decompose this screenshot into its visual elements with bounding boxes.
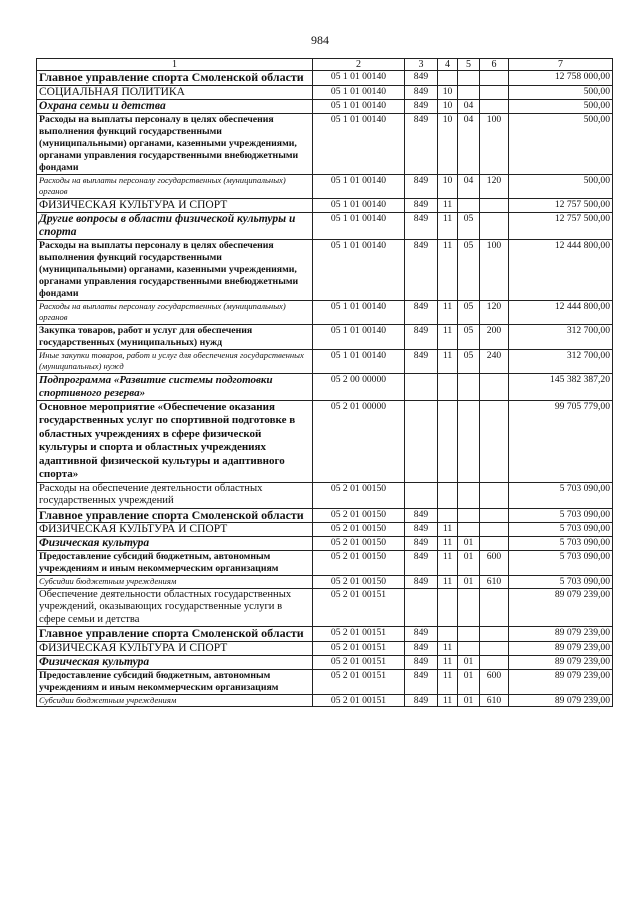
- row-rz-cell: 10: [438, 174, 458, 198]
- row-vr-cell: [480, 641, 509, 655]
- row-pr-cell: [458, 523, 480, 537]
- row-vr-cell: 600: [480, 669, 509, 694]
- row-code-cell: 05 2 01 00151: [313, 588, 405, 627]
- row-amount-cell: 12 444 800,00: [509, 239, 613, 300]
- row-name-cell: Закупка товаров, работ и услуг для обеспечения государственных (муниципальных) нужд: [37, 324, 313, 349]
- row-amount-cell: 5 703 090,00: [509, 482, 613, 508]
- row-amount-cell: 500,00: [509, 174, 613, 198]
- row-vr-cell: [480, 523, 509, 537]
- row-vr-cell: [480, 508, 509, 523]
- row-vr-cell: [480, 198, 509, 212]
- row-rz-cell: 11: [438, 324, 458, 349]
- row-gr-cell: 849: [405, 627, 438, 642]
- table-header-row: [37, 59, 613, 71]
- row-name-cell: Обеспечение деятельности областных государственных учреждений, оказывающих государственные услуги в сфере семьи и детства: [37, 588, 313, 627]
- row-rz-cell: 11: [438, 523, 458, 537]
- row-vr-cell: [480, 588, 509, 627]
- row-code-cell: 05 2 01 00150: [313, 523, 405, 537]
- row-code-cell: 05 1 01 00140: [313, 99, 405, 113]
- table-row: [37, 669, 613, 694]
- row-vr-cell: [480, 537, 509, 551]
- row-pr-cell: [458, 85, 480, 99]
- row-code-cell: 05 2 01 00150: [313, 551, 405, 576]
- row-code-cell: 05 2 01 00151: [313, 627, 405, 642]
- row-code-cell: 05 1 01 00140: [313, 239, 405, 300]
- row-rz-cell: [438, 482, 458, 508]
- row-vr-cell: 610: [480, 576, 509, 589]
- table-row: [37, 537, 613, 551]
- row-name-cell: Подпрограмма «Развитие системы подготовки спортивного резерва»: [37, 373, 313, 400]
- row-pr-cell: 01: [458, 694, 480, 707]
- row-code-cell: 05 2 01 00000: [313, 400, 405, 482]
- row-pr-cell: 01: [458, 576, 480, 589]
- column-header-vr: 6: [480, 59, 509, 71]
- row-code-cell: 05 2 01 00150: [313, 508, 405, 523]
- row-pr-cell: 05: [458, 324, 480, 349]
- row-pr-cell: 04: [458, 174, 480, 198]
- row-amount-cell: 12 758 000,00: [509, 71, 613, 86]
- row-rz-cell: [438, 373, 458, 400]
- row-vr-cell: 120: [480, 300, 509, 324]
- row-name-cell: Физическая культура: [37, 537, 313, 551]
- row-pr-cell: 01: [458, 669, 480, 694]
- row-name-cell: Другие вопросы в области физической культуры и спорта: [37, 212, 313, 239]
- row-pr-cell: [458, 400, 480, 482]
- row-vr-cell: 120: [480, 174, 509, 198]
- row-rz-cell: 11: [438, 641, 458, 655]
- row-gr-cell: [405, 588, 438, 627]
- row-name-cell: ФИЗИЧЕСКАЯ КУЛЬТУРА И СПОРТ: [37, 641, 313, 655]
- table-row: [37, 85, 613, 99]
- row-vr-cell: 100: [480, 113, 509, 174]
- row-gr-cell: 849: [405, 174, 438, 198]
- table-row: [37, 523, 613, 537]
- row-code-cell: 05 1 01 00140: [313, 85, 405, 99]
- row-amount-cell: 5 703 090,00: [509, 551, 613, 576]
- row-rz-cell: 10: [438, 99, 458, 113]
- row-rz-cell: [438, 400, 458, 482]
- row-vr-cell: [480, 85, 509, 99]
- row-amount-cell: 89 079 239,00: [509, 627, 613, 642]
- row-name-cell: Расходы на выплаты персоналу государственных (муниципальных) органов: [37, 174, 313, 198]
- row-gr-cell: 849: [405, 85, 438, 99]
- row-pr-cell: [458, 71, 480, 86]
- row-gr-cell: 849: [405, 113, 438, 174]
- row-pr-cell: 01: [458, 551, 480, 576]
- row-code-cell: 05 1 01 00140: [313, 71, 405, 86]
- table-row: [37, 694, 613, 707]
- row-amount-cell: 89 079 239,00: [509, 669, 613, 694]
- row-vr-cell: [480, 400, 509, 482]
- row-amount-cell: 89 079 239,00: [509, 694, 613, 707]
- row-name-cell: ФИЗИЧЕСКАЯ КУЛЬТУРА И СПОРТ: [37, 198, 313, 212]
- column-header-pr: 5: [458, 59, 480, 71]
- row-rz-cell: 11: [438, 300, 458, 324]
- row-gr-cell: 849: [405, 198, 438, 212]
- row-amount-cell: 12 757 500,00: [509, 198, 613, 212]
- row-amount-cell: 312 700,00: [509, 324, 613, 349]
- row-pr-cell: [458, 588, 480, 627]
- row-gr-cell: 849: [405, 99, 438, 113]
- table-row: [37, 349, 613, 373]
- column-header-code: 2: [313, 59, 405, 71]
- row-amount-cell: 89 079 239,00: [509, 655, 613, 669]
- row-name-cell: Предоставление субсидий бюджетным, автономным учреждениям и иным некоммерческим организациям: [37, 551, 313, 576]
- row-rz-cell: 11: [438, 669, 458, 694]
- table-row: [37, 576, 613, 589]
- row-gr-cell: 849: [405, 508, 438, 523]
- table-row: [37, 551, 613, 576]
- row-pr-cell: 05: [458, 349, 480, 373]
- row-amount-cell: 312 700,00: [509, 349, 613, 373]
- table-row: [37, 113, 613, 174]
- row-vr-cell: [480, 99, 509, 113]
- budget-table: [36, 58, 613, 707]
- row-amount-cell: 12 444 800,00: [509, 300, 613, 324]
- row-code-cell: 05 1 01 00140: [313, 324, 405, 349]
- table-row: [37, 588, 613, 627]
- row-code-cell: 05 2 01 00150: [313, 537, 405, 551]
- table-row: [37, 482, 613, 508]
- table-row: [37, 300, 613, 324]
- row-name-cell: Главное управление спорта Смоленской области: [37, 508, 313, 523]
- row-name-cell: Физическая культура: [37, 655, 313, 669]
- table-row: [37, 71, 613, 86]
- row-gr-cell: 849: [405, 576, 438, 589]
- row-code-cell: 05 1 01 00140: [313, 349, 405, 373]
- row-code-cell: 05 2 01 00150: [313, 576, 405, 589]
- row-code-cell: 05 2 01 00151: [313, 641, 405, 655]
- row-gr-cell: [405, 373, 438, 400]
- row-gr-cell: 849: [405, 551, 438, 576]
- row-gr-cell: 849: [405, 655, 438, 669]
- row-gr-cell: 849: [405, 694, 438, 707]
- row-amount-cell: 5 703 090,00: [509, 523, 613, 537]
- row-vr-cell: [480, 655, 509, 669]
- row-gr-cell: 849: [405, 349, 438, 373]
- row-gr-cell: [405, 482, 438, 508]
- row-pr-cell: 01: [458, 537, 480, 551]
- row-rz-cell: 10: [438, 85, 458, 99]
- row-rz-cell: 11: [438, 212, 458, 239]
- row-name-cell: Расходы на обеспечение деятельности областных государственных учреждений: [37, 482, 313, 508]
- table-row: [37, 373, 613, 400]
- row-pr-cell: 05: [458, 239, 480, 300]
- row-gr-cell: 849: [405, 71, 438, 86]
- row-amount-cell: 500,00: [509, 113, 613, 174]
- row-amount-cell: 5 703 090,00: [509, 508, 613, 523]
- row-pr-cell: [458, 482, 480, 508]
- row-code-cell: 05 2 00 00000: [313, 373, 405, 400]
- row-name-cell: Расходы на выплаты персоналу в целях обеспечения выполнения функций государственными (муниципальными) органами, казенными учреждениями, органами управления государственными внебюджетными фондами: [37, 113, 313, 174]
- table-row: [37, 400, 613, 482]
- row-vr-cell: 240: [480, 349, 509, 373]
- column-header-name: 1: [37, 59, 313, 71]
- row-rz-cell: 11: [438, 655, 458, 669]
- row-vr-cell: [480, 482, 509, 508]
- row-vr-cell: [480, 71, 509, 86]
- row-code-cell: 05 2 01 00150: [313, 482, 405, 508]
- row-pr-cell: [458, 198, 480, 212]
- page-number: 984: [311, 33, 329, 47]
- table-row: [37, 212, 613, 239]
- table-row: [37, 627, 613, 642]
- row-gr-cell: 849: [405, 669, 438, 694]
- row-name-cell: Охрана семьи и детства: [37, 99, 313, 113]
- row-code-cell: 05 1 01 00140: [313, 113, 405, 174]
- row-rz-cell: 11: [438, 694, 458, 707]
- row-rz-cell: 11: [438, 537, 458, 551]
- row-vr-cell: 600: [480, 551, 509, 576]
- column-header-rz: 4: [438, 59, 458, 71]
- row-code-cell: 05 1 01 00140: [313, 174, 405, 198]
- row-rz-cell: 11: [438, 551, 458, 576]
- row-amount-cell: 145 382 387,20: [509, 373, 613, 400]
- row-code-cell: 05 1 01 00140: [313, 300, 405, 324]
- row-vr-cell: [480, 373, 509, 400]
- row-pr-cell: 04: [458, 99, 480, 113]
- row-rz-cell: [438, 588, 458, 627]
- row-name-cell: ФИЗИЧЕСКАЯ КУЛЬТУРА И СПОРТ: [37, 523, 313, 537]
- table-row: [37, 641, 613, 655]
- row-code-cell: 05 2 01 00151: [313, 669, 405, 694]
- row-name-cell: Иные закупки товаров, работ и услуг для обеспечения государственных (муниципальных) нужд: [37, 349, 313, 373]
- row-gr-cell: 849: [405, 239, 438, 300]
- row-pr-cell: [458, 373, 480, 400]
- row-name-cell: Субсидии бюджетным учреждениям: [37, 576, 313, 589]
- row-gr-cell: 849: [405, 523, 438, 537]
- table-row: [37, 198, 613, 212]
- row-pr-cell: [458, 641, 480, 655]
- row-code-cell: 05 2 01 00151: [313, 694, 405, 707]
- row-name-cell: Основное мероприятие «Обеспечение оказания государственных услуг по спортивной подготовке в областных учреждениях в сфере физической культуры и спорта и областных учреждениях адаптивной физической культуры и адаптивного спорта»: [37, 400, 313, 482]
- row-amount-cell: 5 703 090,00: [509, 576, 613, 589]
- row-gr-cell: 849: [405, 300, 438, 324]
- table-row: [37, 324, 613, 349]
- row-name-cell: Главное управление спорта Смоленской области: [37, 627, 313, 642]
- row-name-cell: Главное управление спорта Смоленской области: [37, 71, 313, 86]
- row-pr-cell: 05: [458, 300, 480, 324]
- row-code-cell: 05 1 01 00140: [313, 212, 405, 239]
- row-name-cell: Предоставление субсидий бюджетным, автономным учреждениям и иным некоммерческим организациям: [37, 669, 313, 694]
- table-row: [37, 655, 613, 669]
- row-vr-cell: [480, 627, 509, 642]
- row-vr-cell: 200: [480, 324, 509, 349]
- row-rz-cell: 11: [438, 239, 458, 300]
- row-rz-cell: 10: [438, 113, 458, 174]
- row-gr-cell: 849: [405, 324, 438, 349]
- row-pr-cell: 01: [458, 655, 480, 669]
- column-header-gr: 3: [405, 59, 438, 71]
- row-rz-cell: [438, 71, 458, 86]
- row-name-cell: СОЦИАЛЬНАЯ ПОЛИТИКА: [37, 85, 313, 99]
- row-gr-cell: [405, 400, 438, 482]
- row-rz-cell: 11: [438, 349, 458, 373]
- row-pr-cell: [458, 627, 480, 642]
- row-amount-cell: 500,00: [509, 85, 613, 99]
- row-amount-cell: 500,00: [509, 99, 613, 113]
- row-amount-cell: 5 703 090,00: [509, 537, 613, 551]
- row-amount-cell: 89 079 239,00: [509, 641, 613, 655]
- table-row: [37, 99, 613, 113]
- row-gr-cell: 849: [405, 212, 438, 239]
- row-code-cell: 05 2 01 00151: [313, 655, 405, 669]
- row-name-cell: Расходы на выплаты персоналу государственных (муниципальных) органов: [37, 300, 313, 324]
- row-vr-cell: 610: [480, 694, 509, 707]
- row-code-cell: 05 1 01 00140: [313, 198, 405, 212]
- row-name-cell: Субсидии бюджетным учреждениям: [37, 694, 313, 707]
- row-pr-cell: [458, 508, 480, 523]
- row-vr-cell: [480, 212, 509, 239]
- row-name-cell: Расходы на выплаты персоналу в целях обеспечения выполнения функций государственными (муниципальными) органами, казенными учреждениями, органами управления государственными внебюджетными фондами: [37, 239, 313, 300]
- row-rz-cell: 11: [438, 198, 458, 212]
- column-header-amount: 7: [509, 59, 613, 71]
- table-row: [37, 239, 613, 300]
- row-vr-cell: 100: [480, 239, 509, 300]
- row-pr-cell: 04: [458, 113, 480, 174]
- row-amount-cell: 89 079 239,00: [509, 588, 613, 627]
- table-row: [37, 174, 613, 198]
- row-gr-cell: 849: [405, 641, 438, 655]
- row-rz-cell: [438, 508, 458, 523]
- row-gr-cell: 849: [405, 537, 438, 551]
- row-pr-cell: 05: [458, 212, 480, 239]
- table-row: [37, 508, 613, 523]
- row-amount-cell: 12 757 500,00: [509, 212, 613, 239]
- row-amount-cell: 99 705 779,00: [509, 400, 613, 482]
- row-rz-cell: [438, 627, 458, 642]
- row-rz-cell: 11: [438, 576, 458, 589]
